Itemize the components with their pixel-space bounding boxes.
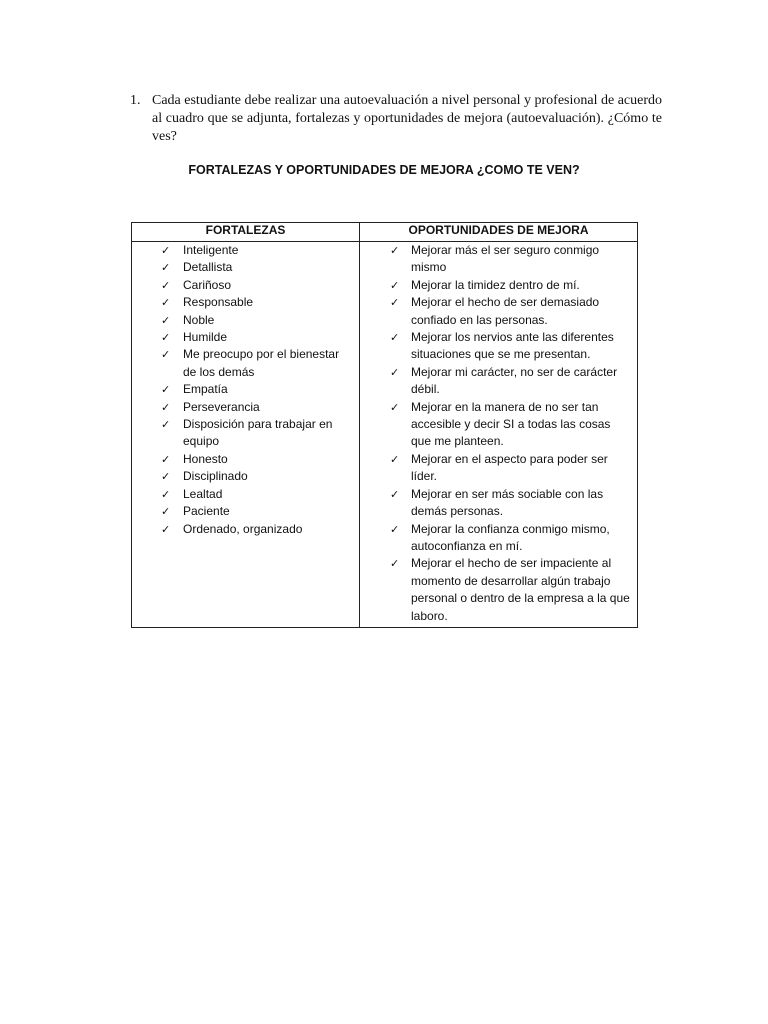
fortaleza-item — [132, 294, 353, 311]
fortaleza-item — [132, 329, 353, 346]
oportunidad-item-text: Mejorar el hecho de ser demasiado confiado en las personas. — [411, 295, 600, 327]
fortaleza-item — [132, 486, 353, 503]
fortaleza-item-text: Empatía — [183, 382, 228, 397]
checkmark-icon: ✓ — [161, 418, 171, 432]
oportunidad-item-text: Mejorar en ser más sociable con las demás personas. — [411, 486, 604, 519]
question-number: 1. — [130, 93, 141, 108]
oportunidad-item — [360, 242, 631, 277]
checkmark-icon: ✓ — [161, 470, 171, 484]
checkmark-icon: ✓ — [390, 487, 400, 501]
fortaleza-item-text: Noble — [183, 312, 215, 327]
fortaleza-item-text: Disciplinado — [183, 469, 248, 484]
oportunidad-item-text: Mejorar mi carácter, no ser de carácter débil. — [411, 364, 618, 397]
fortaleza-item-text: Humilde — [183, 330, 228, 345]
fortaleza-item — [132, 468, 353, 485]
oportunidad-item — [360, 451, 631, 486]
fortaleza-item — [132, 521, 353, 538]
oportunidad-item-text: Mejorar en la manera de no ser tan accesible y decir SI a todas las cosas que me planteen. — [411, 399, 611, 449]
checkmark-icon: ✓ — [390, 244, 400, 257]
oportunidad-item — [360, 521, 631, 556]
self-assessment-table — [131, 222, 638, 628]
checkmark-icon: ✓ — [390, 452, 400, 466]
checkmark-icon: ✓ — [161, 261, 171, 275]
fortaleza-item-text: Cariñoso — [183, 277, 232, 292]
checkmark-icon: ✓ — [161, 313, 171, 327]
oportunidad-item — [360, 277, 631, 294]
oportunidad-item-text: Mejorar más el ser seguro conmigo mismo — [411, 243, 600, 275]
oportunidad-item-text: Mejorar la timidez dentro de mí. — [411, 277, 580, 292]
checkmark-icon: ✓ — [390, 296, 400, 310]
oportunidad-item-text: Mejorar el hecho de ser impaciente al momento de desarrollar algún trabajo personal o dentro de la empresa a la que laboro. — [411, 556, 630, 623]
checkmark-icon: ✓ — [161, 331, 171, 345]
oportunidad-item-text: Mejorar los nervios ante las diferentes situaciones que se me presentan. — [411, 330, 614, 362]
fortalezas-list — [132, 242, 353, 538]
fortaleza-item — [132, 259, 353, 276]
checkmark-icon: ✓ — [161, 278, 171, 292]
checkmark-icon: ✓ — [390, 400, 400, 414]
checkmark-icon: ✓ — [390, 365, 400, 379]
fortalezas-cell — [132, 242, 360, 628]
fortaleza-item-text: Ordenado, organizado — [183, 521, 303, 536]
fortaleza-item-text: Lealtad — [183, 486, 223, 501]
fortaleza-item — [132, 277, 353, 294]
oportunidades-cell — [360, 242, 638, 628]
oportunidad-item — [360, 555, 631, 625]
checkmark-icon: ✓ — [161, 452, 171, 466]
fortaleza-item-text: Perseverancia — [183, 399, 260, 414]
oportunidad-item — [360, 294, 631, 329]
column-header-oportunidades: OPORTUNIDADES DE MEJORA — [360, 223, 638, 242]
checkmark-icon: ✓ — [161, 244, 171, 257]
checkmark-icon: ✓ — [161, 487, 171, 501]
checkmark-icon: ✓ — [161, 400, 171, 414]
column-header-fortalezas: FORTALEZAS — [132, 223, 360, 242]
table-header-row — [132, 223, 638, 242]
oportunidad-item-text: Mejorar la confianza conmigo mismo, autoconfianza en mí. — [411, 521, 610, 553]
oportunidad-item — [360, 364, 631, 399]
checkmark-icon: ✓ — [161, 348, 171, 362]
checkmark-icon: ✓ — [390, 278, 400, 292]
fortaleza-item — [132, 242, 353, 259]
oportunidad-item — [360, 399, 631, 451]
fortaleza-item-text: Detallista — [183, 260, 233, 275]
checkmark-icon: ✓ — [161, 296, 171, 310]
question-item — [130, 92, 662, 146]
fortaleza-item-text: Paciente — [183, 504, 230, 519]
table-heading: FORTALEZAS Y OPORTUNIDADES DE MEJORA ¿COMO TE VEN? — [188, 163, 580, 177]
fortaleza-item-text: Me preocupo por el bienestar de los demás — [183, 347, 340, 379]
question-text: Cada estudiante debe realizar una autoevaluación a nivel personal y profesional de acuerdo al cuadro que se adjunta, fortalezas y oportunidades de mejora (autoevaluación). ¿Cómo te ves? — [152, 93, 662, 144]
fortaleza-item — [132, 381, 353, 398]
checkmark-icon: ✓ — [161, 505, 171, 519]
fortaleza-item-text: Inteligente — [183, 243, 239, 257]
fortaleza-item — [132, 399, 353, 416]
checkmark-icon: ✓ — [390, 522, 400, 536]
checkmark-icon: ✓ — [390, 557, 400, 571]
oportunidad-item — [360, 486, 631, 521]
fortaleza-item — [132, 451, 353, 468]
fortaleza-item — [132, 503, 353, 520]
oportunidades-list — [360, 242, 631, 625]
checkmark-icon: ✓ — [390, 331, 400, 345]
oportunidad-item — [360, 329, 631, 364]
checkmark-icon: ✓ — [161, 522, 171, 536]
fortaleza-item-text: Disposición para trabajar en equipo — [183, 417, 333, 449]
fortaleza-item-text: Honesto — [183, 451, 228, 466]
fortaleza-item — [132, 346, 353, 381]
fortaleza-item — [132, 312, 353, 329]
fortaleza-item-text: Responsable — [183, 295, 254, 310]
oportunidad-item-text: Mejorar en el aspecto para poder ser líder. — [411, 451, 608, 484]
table-body-row — [132, 242, 638, 628]
checkmark-icon: ✓ — [161, 383, 171, 397]
fortaleza-item — [132, 416, 353, 451]
